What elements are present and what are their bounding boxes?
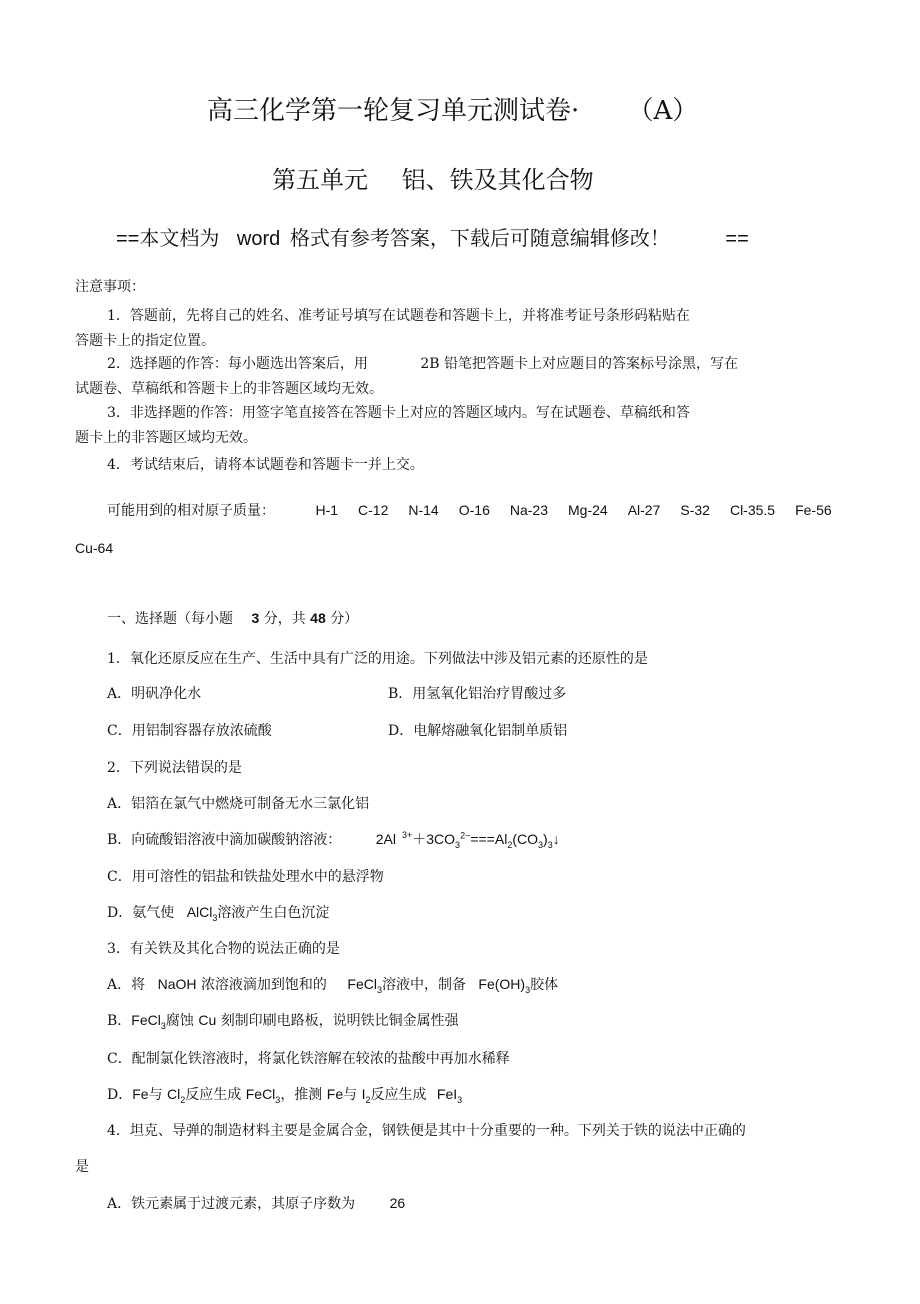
q3-a-formula <box>347 976 382 995</box>
q4-a-number: 26 <box>389 1195 406 1211</box>
instruction-4: 4．考试结束后，请将本试题卷和答题卡一并上交。 <box>107 457 424 473</box>
instructions-heading: 注意事项： <box>75 279 145 295</box>
q2-option-b <box>107 829 560 850</box>
formula-part: FeCl <box>245 1086 276 1102</box>
q3-d-part: 反应生成 <box>185 1087 242 1103</box>
formula-part: I <box>361 1086 366 1102</box>
eq-sub: 3 <box>455 839 461 850</box>
mass-item: Al-27 <box>627 502 661 518</box>
q3-d-part: D． <box>107 1087 133 1103</box>
mass-item: Cl-35.5 <box>729 502 776 518</box>
section-heading-e: 分） <box>330 611 359 627</box>
q2-option-c: C．用可溶性的铝盐和铁盐处理水中的悬浮物 <box>107 869 384 885</box>
mass-item: Mg-24 <box>568 502 608 518</box>
q3-b-part: 刻制印刷电路板，说明铁比铜金属性强 <box>220 1013 459 1029</box>
q3-b-formula <box>131 1012 166 1031</box>
q3-d-formula4 <box>436 1086 463 1105</box>
section-heading-c: 分，共 <box>263 611 306 627</box>
q3-stem: 3．有关铁及其化合物的说法正确的是 <box>107 941 340 957</box>
eq-part: (CO <box>512 831 538 847</box>
q1-option-b: B．用氢氧化铝治疗胃酸过多 <box>388 686 567 702</box>
section-heading-b: 3 <box>251 610 260 626</box>
q3-a-part: 溶液中，制备 <box>381 977 466 993</box>
mass-item: Fe-56 <box>795 502 832 518</box>
q1-stem: 1．氧化还原反应在生产、生活中具有广泛的用途。下列做法中涉及铝元素的还原性的是 <box>107 651 648 667</box>
formula-sub: 3 <box>525 984 531 995</box>
q2-stem: 2．下列说法错误的是 <box>107 760 242 776</box>
q1-option-c: C．用铝制容器存放浓硫酸 <box>107 723 272 739</box>
eq-part: ↓ <box>552 831 560 847</box>
atomic-mass-list <box>315 502 831 518</box>
q3-b-part: B． <box>107 1013 132 1029</box>
q3-option-d <box>107 1084 462 1105</box>
formula-sub: 3 <box>212 912 218 923</box>
instruction-2b: 2B 铅笔把答题卡上对应题目的答案标号涂黑，写在 <box>420 356 739 372</box>
notice-banner <box>116 222 749 251</box>
q4-option-a <box>107 1193 405 1213</box>
formula-sub: 2 <box>365 1094 371 1105</box>
instruction-3-line1: 3．非选择题的作答：用签字笔直接答在答题卡上对应的答题区域内。写在试题卷、草稿纸和答 <box>107 405 690 421</box>
formula-sub: 3 <box>160 1020 166 1031</box>
q3-d-part: 反应生成 <box>370 1087 427 1103</box>
atomic-mass-last: Cu-64 <box>75 540 114 556</box>
subtitle-topic: 铝、铁及其化合物 <box>401 166 594 194</box>
q1-option-d: D．电解熔融氧化铝制单质铝 <box>388 723 568 739</box>
instruction-2-line2: 试题卷、草稿纸和答题卡上的非答题区域均无效。 <box>75 381 383 397</box>
eq-sup: 3+ <box>401 830 413 841</box>
eq-part: ===Al <box>470 831 508 847</box>
q3-d-formula <box>167 1086 186 1105</box>
q3-a-formula2 <box>478 976 531 995</box>
eq-sup: 2− <box>460 830 471 841</box>
instruction-2a: 2．选择题的作答：每小题选出答案后，用 <box>107 356 368 372</box>
q3-option-c: C．配制氯化铁溶液时，将氯化铁溶解在较浓的盐酸中再加水稀释 <box>107 1051 510 1067</box>
section-heading <box>107 608 358 628</box>
q3-b-part: 腐蚀 <box>165 1013 194 1029</box>
section-heading-d: 48 <box>310 610 326 626</box>
title-paren: （A） <box>627 96 699 126</box>
q2-d-c: 溶液产生白色沉淀 <box>217 905 330 921</box>
q2-d-formula <box>186 904 218 923</box>
q4-stem-line2: 是 <box>75 1159 89 1175</box>
q2-b-equation <box>375 830 560 850</box>
formula-part: Cl <box>167 1086 181 1102</box>
unit-subtitle <box>272 160 594 195</box>
instruction-2-line1 <box>107 353 738 373</box>
mass-item: C-12 <box>358 502 389 518</box>
mass-item: Na-23 <box>509 502 548 518</box>
eq-part: 2Al <box>375 831 396 847</box>
q4-a-text: A．铁元素属于过渡元素，其原子序数为 <box>107 1196 356 1212</box>
section-heading-a: 一、选择题（每小题 <box>107 611 233 627</box>
q2-d-a: D．氨气使 <box>107 905 175 921</box>
mass-item: O-16 <box>458 502 490 518</box>
page-title <box>207 90 698 127</box>
formula-sub: 2 <box>180 1094 186 1105</box>
mass-item: H-1 <box>315 502 339 518</box>
q3-a-part: NaOH <box>157 976 197 992</box>
atomic-mass-label: 可能用到的相对原子质量： <box>107 503 275 519</box>
instruction-1-line2: 答题卡上的指定位置。 <box>75 333 215 349</box>
atomic-mass-row <box>107 500 832 520</box>
instruction-3-line2: 题卡上的非答题区域均无效。 <box>75 430 257 446</box>
formula-part: Fe(OH) <box>478 976 526 992</box>
notice-a: ==本文档为 <box>116 228 220 250</box>
eq-part: ) <box>543 831 548 847</box>
q3-d-part: 与 <box>148 1087 163 1103</box>
eq-sub: 2 <box>507 839 513 850</box>
eq-sub: 3 <box>547 839 553 850</box>
q3-a-part: 胶体 <box>530 977 559 993</box>
formula-part: FeI <box>436 1086 458 1102</box>
subtitle-unit: 第五单元 <box>272 166 368 194</box>
title-main: 高三化学第一轮复习单元测试卷· <box>207 96 580 126</box>
formula-sub: 3 <box>457 1094 463 1105</box>
q2-option-d <box>107 902 329 923</box>
mass-item: S-32 <box>680 502 710 518</box>
q3-option-b <box>107 1010 459 1031</box>
q2-b-text: B．向硫酸铝溶液中滴加碳酸钠溶液： <box>107 832 342 848</box>
q3-a-part: 浓溶液滴加到饱和的 <box>200 977 327 993</box>
mass-item: N-14 <box>408 502 439 518</box>
q3-d-part: ，推测 <box>280 1087 323 1103</box>
q3-d-part: Fe <box>326 1086 344 1102</box>
q4-stem-line1: 4．坦克、导弹的制造材料主要是金属合金，钢铁便是其中十分重要的一种。下列关于铁的说法中正确的 <box>107 1123 746 1139</box>
q3-d-formula2 <box>245 1086 281 1105</box>
formula-part: AlCl <box>186 904 213 920</box>
formula-sub: 3 <box>275 1094 281 1105</box>
q3-d-part: 与 <box>343 1087 358 1103</box>
notice-c: == <box>725 228 749 250</box>
formula-part: FeCl <box>131 1012 161 1028</box>
instruction-1-line1: 1．答题前，先将自己的姓名、准考证号填写在试题卷和答题卡上，并将准考证号条形码粘贴在 <box>107 308 690 324</box>
formula-part: FeCl <box>347 976 377 992</box>
q3-b-part: Cu <box>198 1012 217 1028</box>
q3-option-a <box>107 974 558 995</box>
formula-sub: 3 <box>376 984 382 995</box>
q3-d-part: Fe <box>132 1086 149 1102</box>
eq-sub: 3 <box>538 839 544 850</box>
q2-option-a: A．铝箔在氯气中燃烧可制备无水三氯化铝 <box>107 796 370 812</box>
q1-option-a: A．明矾净化水 <box>107 686 202 702</box>
notice-b: 格式有参考答案，下载后可随意编辑修改！ <box>289 228 670 250</box>
notice-word: word <box>236 228 281 250</box>
eq-part: ＋3CO <box>412 831 456 847</box>
q3-a-part: A．将 <box>107 977 146 993</box>
